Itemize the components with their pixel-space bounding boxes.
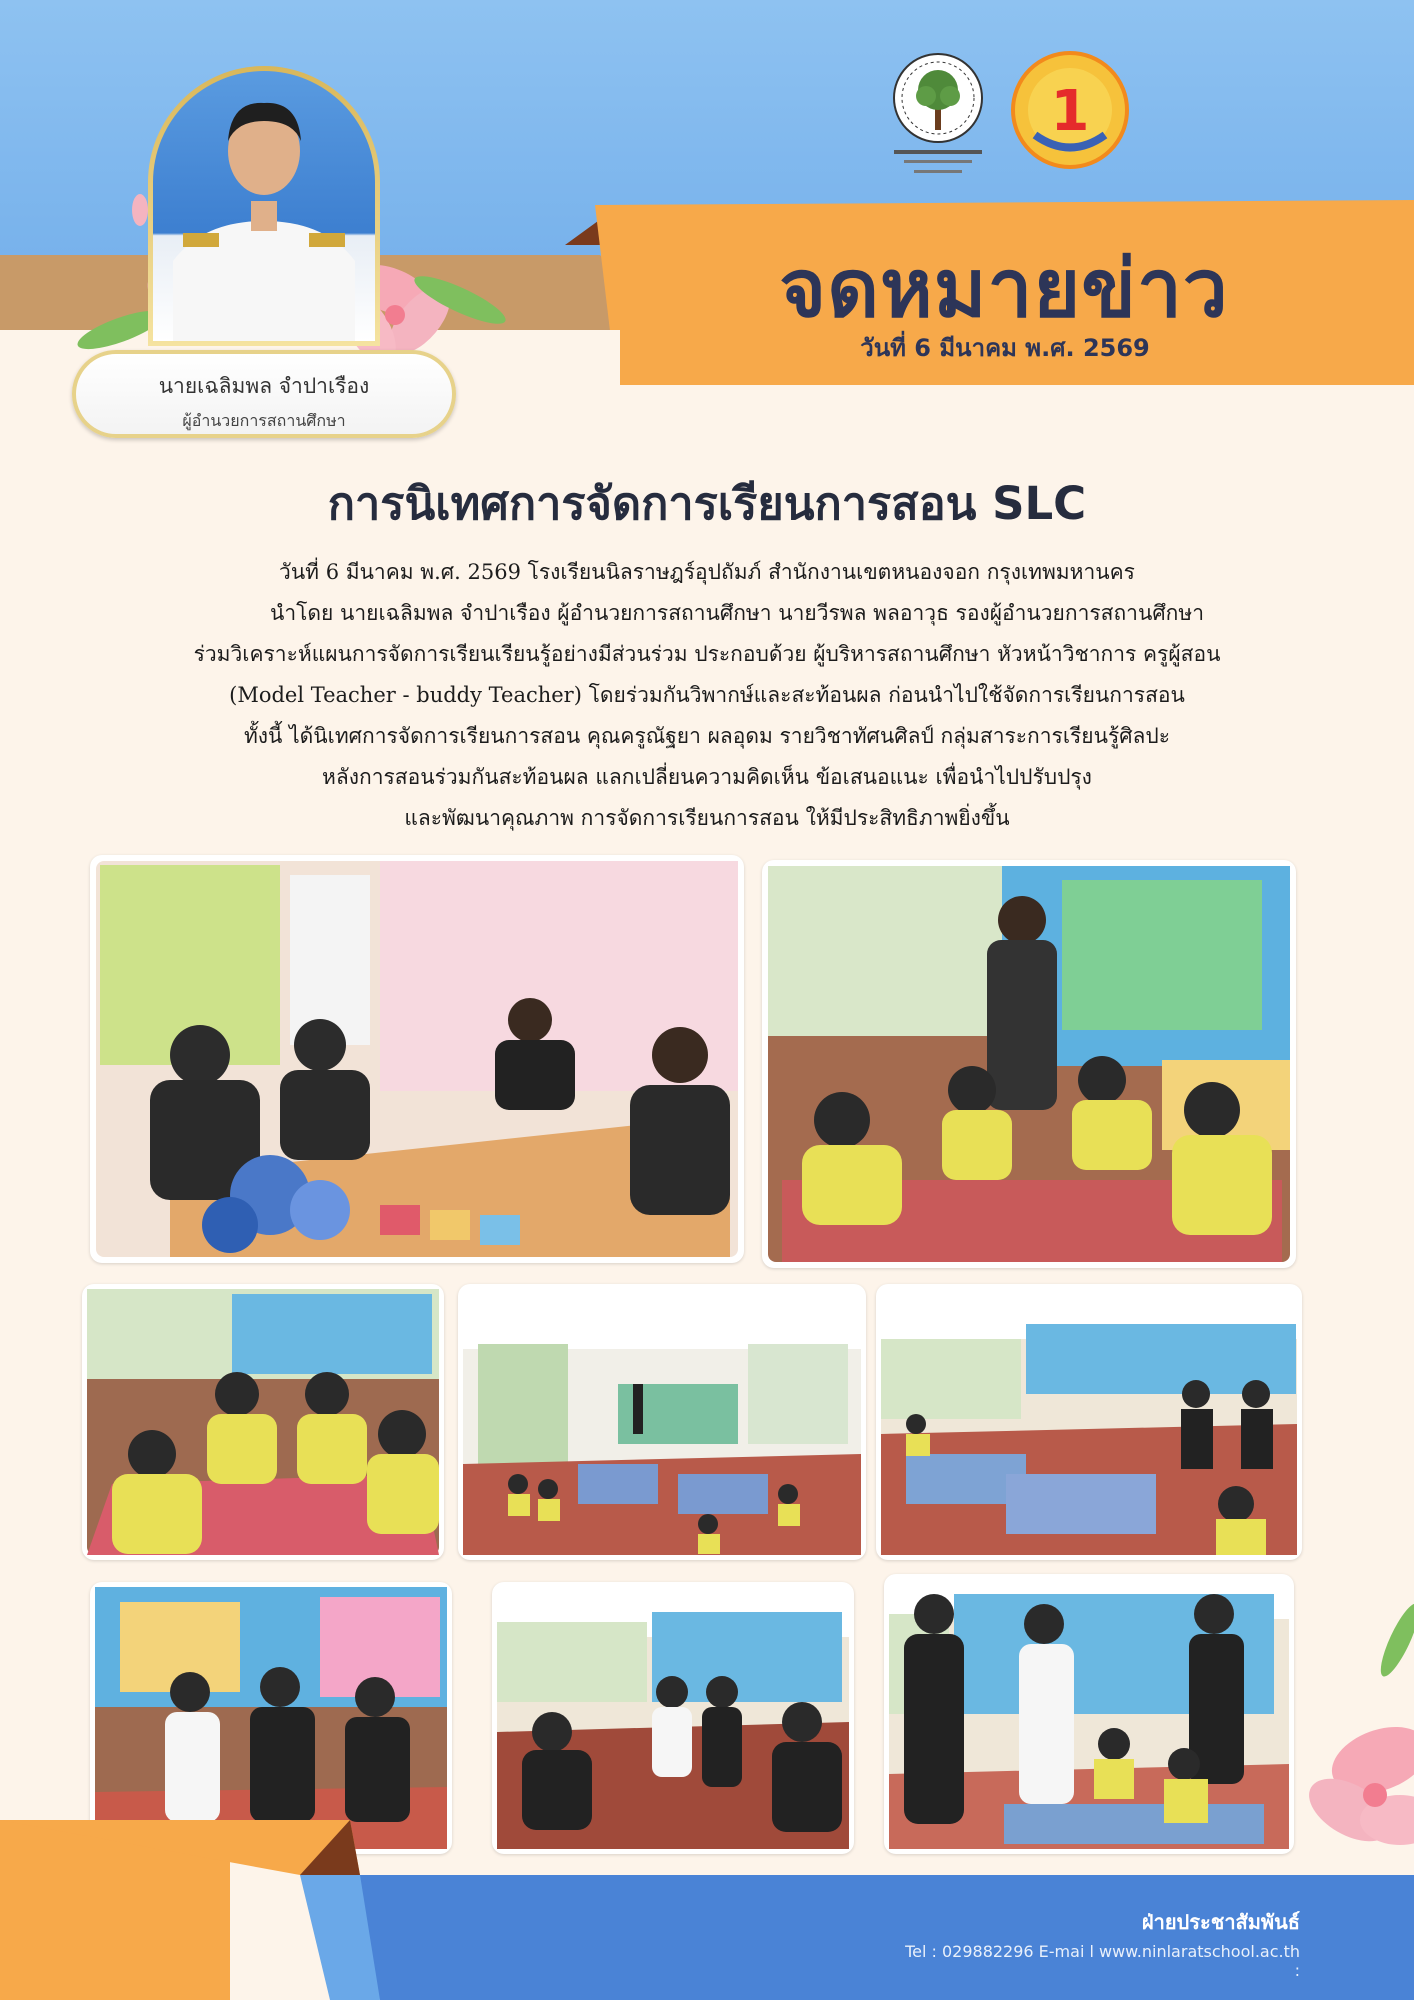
footer-department: ฝ่ายประชาสัมพันธ์: [1141, 1910, 1300, 1934]
newsletter-headline: จดหมายข่าว: [779, 242, 1229, 335]
photo-classroom-group: [762, 860, 1296, 1268]
photo-reflection-2: [492, 1582, 854, 1854]
article-line: นำโดย นายเฉลิมพล จำปาเรือง ผู้อำนวยการสถานศึกษา นายวีรพล พลอาวุธ รองผู้อำนวยการสถานศึกษา: [269, 601, 1205, 625]
article-line: และพัฒนาคุณภาพ การจัดการเรียนการสอน ให้มีประสิทธิภาพยิ่งขึ้น: [404, 806, 1010, 830]
article-title: การนิเทศการจัดการเรียนการสอน SLC: [327, 477, 1087, 530]
photo-students-table: [82, 1284, 444, 1560]
flower-decoration-right: [1290, 1580, 1414, 1860]
person-portrait-icon: [153, 71, 375, 341]
principal-nameplate: [72, 350, 456, 438]
tree-logo-icon: [884, 50, 992, 180]
photo-meeting: [90, 855, 744, 1263]
article-line: ร่วมวิเคราะห์แผนการจัดการเรียนเรียนรู้อย่างมีส่วนร่วม ประกอบด้วย ผู้บริหารสถานศึกษา หัวหน้าวิชาการ ครูผู้สอน: [193, 642, 1221, 666]
footer-contact: Tel : 029882296 E-mai l www.ninlaratschool.ac.th :: [905, 1942, 1300, 1980]
article-line: หลังการสอนร่วมกันสะท้อนผล แลกเปลี่ยนความคิดเห็น ข้อเสนอแนะ เพื่อนำไปปรับปรุง: [322, 765, 1092, 789]
principal-name: นายเฉลิมพล จำปาเรือง: [158, 374, 370, 398]
photo-classroom-activity: [876, 1284, 1302, 1560]
article-line: (Model Teacher - buddy Teacher) โดยร่วมกันวิพากษ์และสะท้อนผล ก่อนนำไปใช้จัดการเรียนการสอน: [229, 683, 1185, 707]
principal-role: ผู้อำนวยการสถานศึกษา: [182, 411, 346, 430]
to-be-number-one-logo-icon: [1010, 50, 1130, 170]
principal-portrait-frame: [148, 66, 380, 346]
photo-reflection-3: [90, 1582, 452, 1854]
principal-portrait: [153, 71, 375, 341]
article-body: [120, 552, 1294, 839]
newsletter-date: วันที่ 6 มีนาคม พ.ศ. 2569: [860, 334, 1150, 362]
photo-classroom-wide: [458, 1284, 866, 1560]
article-line: ทั้งนี้ ได้นิเทศการจัดการเรียนการสอน คุณครูณัฐยา ผลอุดม รายวิชาทัศนศิลป์ กลุ่มสาระการเรียนรู้ศิลปะ: [243, 724, 1171, 748]
article-line: วันที่ 6 มีนาคม พ.ศ. 2569 โรงเรียนนิลราษฎร์อุปถัมภ์ สำนักงานเขตหนองจอก กรุงเทพมหานคร: [279, 560, 1135, 584]
logo-number: 1: [1050, 79, 1090, 144]
photo-supervision-visit: [884, 1574, 1294, 1854]
